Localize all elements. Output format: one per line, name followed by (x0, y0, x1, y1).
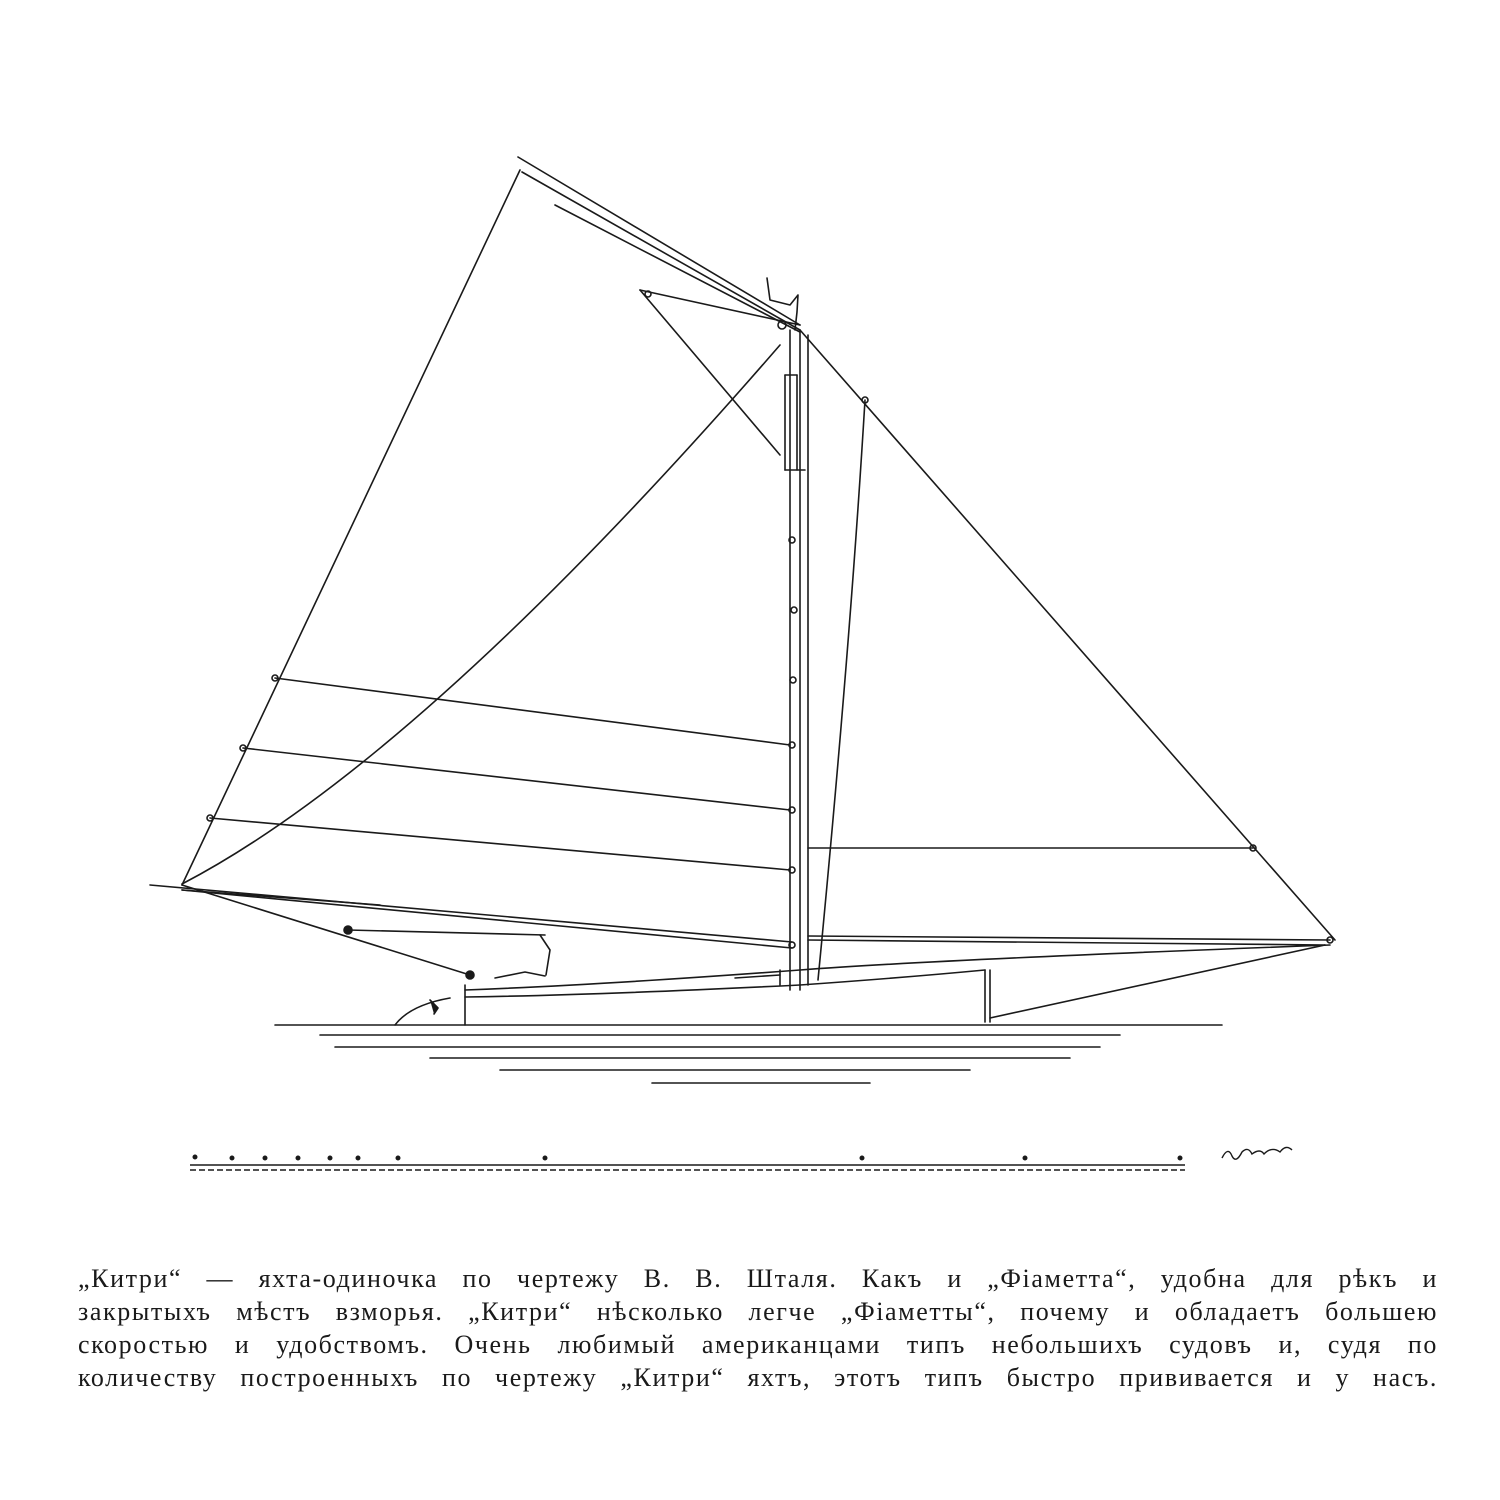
caption-line: скоростью и удобствомъ. Очень любимый американцами типъ небольшихъ судовъ и, судя по (78, 1330, 1438, 1359)
scale-bar (190, 1147, 1292, 1170)
mast (767, 278, 808, 990)
caption-paragraph (78, 1262, 1438, 1394)
caption-line: „Китри“ — яхта-одиночка по чертежу В. В. Шталя. Какъ и „Фіаметта“, удобна для рѣкъ и (78, 1264, 1438, 1293)
caption-line: закрытыхъ мѣстъ взморья. „Китри“ нѣсколько легче „Фіаметты“, почему и обладаетъ большею (78, 1297, 1438, 1326)
mainsail (150, 157, 800, 979)
caption-line: количеству построенныхъ по чертежу „Китри“ яхтъ, этотъ типъ быстро прививается и у насъ. (78, 1363, 1438, 1392)
jib (800, 330, 1335, 980)
hull (395, 945, 1330, 1025)
waterlines (275, 1025, 1222, 1083)
